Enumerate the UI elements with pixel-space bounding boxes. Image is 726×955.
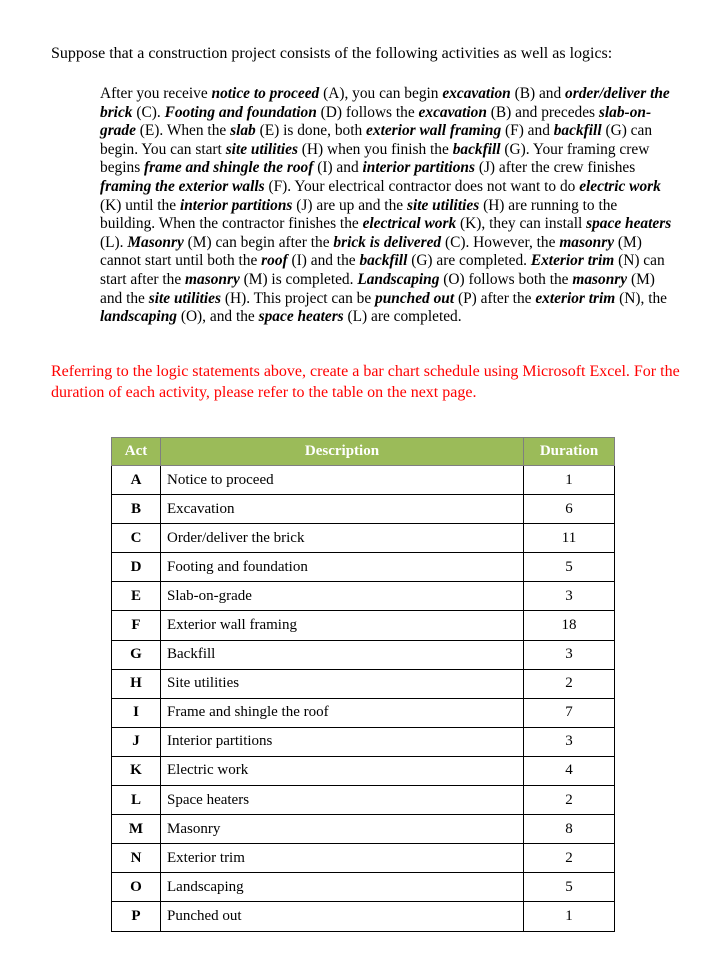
paragraph-run: (H). This project can be: [221, 289, 375, 307]
paragraph-run: (D) follows the: [316, 103, 419, 121]
term-highlight: roof: [261, 252, 288, 270]
table-row: [112, 698, 615, 727]
table-row: [112, 727, 615, 756]
cell-duration: 5: [524, 873, 615, 902]
paragraph-run: (M) and the: [100, 270, 655, 307]
cell-act: K: [112, 756, 161, 785]
cell-act: F: [112, 611, 161, 640]
paragraph-run: (M) is completed.: [239, 270, 358, 288]
paragraph-run: (N), the: [615, 289, 667, 307]
term-highlight: slab: [230, 122, 256, 140]
term-highlight: excavation: [418, 103, 487, 121]
cell-duration: 11: [524, 524, 615, 553]
cell-description: Frame and shingle the roof: [161, 698, 524, 727]
term-highlight: exterior wall framing: [366, 122, 502, 140]
cell-description: Order/deliver the brick: [161, 524, 524, 553]
term-highlight: electric work: [579, 177, 661, 195]
cell-act: J: [112, 727, 161, 756]
paragraph-run: (K) until the: [100, 196, 180, 214]
term-highlight: Landscaping: [357, 270, 440, 288]
paragraph-run: (K), they can install: [456, 215, 587, 233]
table-body: [112, 466, 615, 932]
cell-description: Electric work: [161, 756, 524, 785]
paragraph-run: (H) when you finish the: [297, 140, 453, 158]
cell-act: D: [112, 553, 161, 582]
paragraph-run: (I) and: [313, 159, 363, 177]
cell-duration: 18: [524, 611, 615, 640]
cell-description: Notice to proceed: [161, 466, 524, 495]
table-row: [112, 786, 615, 815]
cell-duration: 2: [524, 844, 615, 873]
paragraph-run: (E) is done, both: [255, 122, 367, 140]
cell-act: A: [112, 466, 161, 495]
table-header-row: [112, 438, 615, 466]
cell-act: B: [112, 495, 161, 524]
cell-duration: 3: [524, 640, 615, 669]
cell-description: Space heaters: [161, 786, 524, 815]
header-duration: Duration: [524, 438, 615, 466]
term-highlight: order/deliver the brick: [100, 85, 670, 121]
term-highlight: electrical work: [362, 215, 457, 233]
table-row: [112, 669, 615, 698]
cell-duration: 5: [524, 553, 615, 582]
term-highlight: site utilities: [406, 196, 480, 214]
table-row: [112, 553, 615, 582]
term-highlight: backfill: [359, 252, 408, 270]
cell-description: Masonry: [161, 815, 524, 844]
term-highlight: exterior trim: [535, 289, 616, 307]
term-highlight: Masonry: [127, 233, 184, 251]
paragraph-run: (C). However, the: [441, 233, 560, 251]
paragraph-run: (G) are completed.: [407, 252, 531, 270]
cell-duration: 3: [524, 582, 615, 611]
paragraph-run: (N) can start after the: [100, 252, 665, 288]
term-highlight: interior partitions: [362, 159, 475, 177]
term-highlight: slab-on-grade: [100, 103, 652, 140]
term-highlight: punched out: [375, 289, 455, 307]
intro-text: Suppose that a construction project consists of the following activities as well as logics:: [51, 45, 613, 62]
paragraph-run: (G) can begin. You can start: [100, 122, 653, 158]
term-highlight: site utilities: [225, 140, 298, 158]
logic-paragraph: [100, 85, 675, 327]
header-act: Act: [112, 438, 161, 466]
paragraph-run: (B) and precedes: [486, 103, 599, 121]
paragraph-run: (F) and: [501, 122, 554, 140]
paragraph-run: (L).: [100, 233, 128, 251]
term-highlight: notice to proceed: [211, 85, 320, 102]
cell-act: G: [112, 640, 161, 669]
term-highlight: site utilities: [148, 289, 221, 307]
table-row: [112, 495, 615, 524]
paragraph-run: (O), and the: [176, 308, 259, 326]
table-row: [112, 844, 615, 873]
table-row: [112, 611, 615, 640]
paragraph-run: (L) are completed.: [343, 308, 462, 326]
cell-duration: 1: [524, 902, 615, 931]
cell-act: H: [112, 669, 161, 698]
paragraph-run: (M) can begin after the: [183, 233, 334, 251]
cell-description: Slab-on-grade: [161, 582, 524, 611]
cell-description: Landscaping: [161, 873, 524, 902]
cell-act: I: [112, 698, 161, 727]
cell-duration: 8: [524, 815, 615, 844]
paragraph-run: (A), you can begin: [319, 85, 443, 102]
table-row: [112, 902, 615, 931]
term-highlight: space heaters: [258, 308, 344, 326]
cell-description: Exterior wall framing: [161, 611, 524, 640]
term-highlight: masonry: [572, 270, 628, 288]
term-highlight: framing the exterior walls: [100, 177, 265, 195]
paragraph-run: (H) are running to the building. When the contractor finishes the: [100, 196, 618, 233]
table-row: [112, 524, 615, 553]
cell-act: O: [112, 873, 161, 902]
paragraph-run: (O) follows both the: [439, 270, 573, 288]
activity-table: [111, 437, 615, 932]
paragraph-run: (B) and: [510, 85, 566, 102]
cell-act: C: [112, 524, 161, 553]
paragraph-run: (F). Your electrical contractor does not want to do: [264, 177, 580, 195]
cell-duration: 3: [524, 727, 615, 756]
cell-act: N: [112, 844, 161, 873]
cell-act: L: [112, 786, 161, 815]
cell-description: Excavation: [161, 495, 524, 524]
cell-description: Site utilities: [161, 669, 524, 698]
header-description: Description: [161, 438, 524, 466]
term-highlight: interior partitions: [179, 196, 293, 214]
cell-duration: 4: [524, 756, 615, 785]
term-highlight: excavation: [442, 85, 511, 102]
term-highlight: Exterior trim: [530, 252, 615, 270]
cell-act: E: [112, 582, 161, 611]
term-highlight: frame and shingle the roof: [144, 159, 314, 177]
cell-description: Exterior trim: [161, 844, 524, 873]
cell-act: P: [112, 902, 161, 931]
term-highlight: backfill: [553, 122, 602, 140]
paragraph-run: (P) after the: [454, 289, 536, 307]
paragraph-run: (M) cannot start until both the: [100, 233, 642, 270]
cell-duration: 2: [524, 669, 615, 698]
instruction-text: Referring to the logic statements above, create a bar chart schedule using Microsoft Excel. For the duration of each activity, please refer to the table on the next page.: [51, 363, 680, 401]
paragraph-run: After you receive: [100, 85, 212, 102]
term-highlight: masonry: [559, 233, 615, 251]
term-highlight: Footing and foundation: [164, 103, 317, 121]
cell-description: Punched out: [161, 902, 524, 931]
term-highlight: backfill: [452, 140, 501, 158]
cell-description: Footing and foundation: [161, 553, 524, 582]
table-row: [112, 873, 615, 902]
term-highlight: space heaters: [586, 215, 672, 233]
table-row: [112, 756, 615, 785]
term-highlight: masonry: [185, 270, 240, 288]
paragraph-run: (G). Your framing crew begins: [100, 140, 650, 177]
cell-description: Interior partitions: [161, 727, 524, 756]
term-highlight: brick is delivered: [333, 233, 442, 251]
cell-duration: 7: [524, 698, 615, 727]
term-highlight: landscaping: [100, 308, 177, 326]
cell-duration: 6: [524, 495, 615, 524]
table-row: [112, 815, 615, 844]
table-row: [112, 640, 615, 669]
cell-description: Backfill: [161, 640, 524, 669]
cell-duration: 1: [524, 466, 615, 495]
paragraph-run: (J) are up and the: [292, 196, 407, 214]
table-row: [112, 582, 615, 611]
cell-act: M: [112, 815, 161, 844]
paragraph-run: (C).: [132, 103, 165, 121]
paragraph-run: (J) after the crew finishes: [474, 159, 636, 177]
paragraph-run: (I) and the: [287, 252, 360, 270]
cell-duration: 2: [524, 786, 615, 815]
paragraph-run: (E). When the: [135, 122, 231, 140]
table-row: [112, 466, 615, 495]
